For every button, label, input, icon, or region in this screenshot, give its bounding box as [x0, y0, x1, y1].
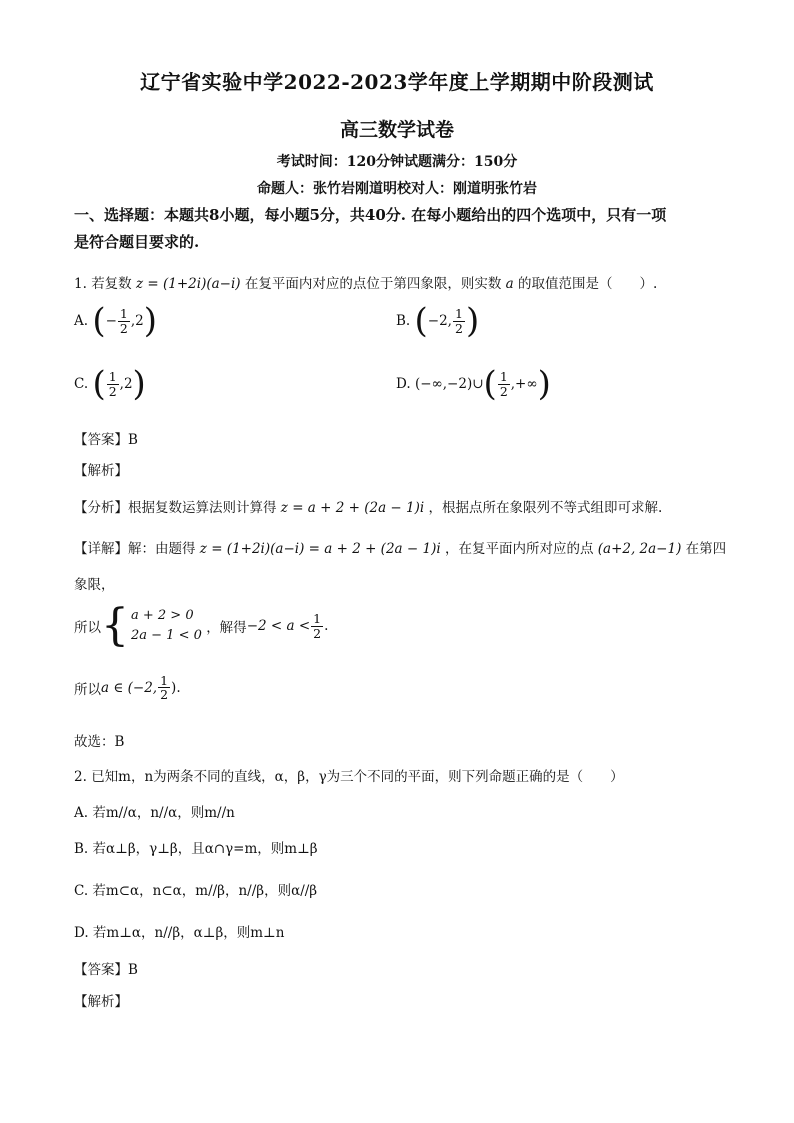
q1-number: 1.: [74, 276, 87, 292]
frac-den: 2: [499, 383, 508, 399]
fenxi-text2: ，根据点所在象限列不等式组即可求解.: [428, 500, 663, 516]
section-heading-line2: 是符合题目要求的.: [74, 233, 200, 251]
q1-stem: [74, 272, 657, 292]
q2-option-d: D. 若m⊥α，n//β，α⊥β，则m⊥n: [74, 925, 285, 941]
answer-label: 【答案】: [74, 432, 128, 448]
option-d-prefix: (−∞,−2)∪: [414, 376, 484, 392]
frac-den: 2: [160, 687, 169, 703]
section-heading-line1: 一、选择题：本题共8小题，每小题5分，共40分. 在每小题给出的四个选项中，只有一项: [74, 206, 667, 224]
q1-option-a: A. ( − $\frac{1}{2}$ ,2 ): [74, 301, 158, 341]
brace-icon: {: [101, 600, 129, 651]
q1-option-b: B. ( −2, $\frac{1}{2}$ ): [396, 301, 480, 341]
option-label: B.: [396, 313, 411, 329]
so1-mid: ，解得: [206, 620, 247, 636]
so2-fraction: [158, 674, 170, 701]
option-d-right: ,+∞: [510, 376, 538, 392]
exam-title: 辽宁省实验中学2022-2023学年度上学期期中阶段测试: [140, 70, 654, 94]
option-label: A.: [74, 313, 89, 329]
option-label: C.: [74, 376, 89, 392]
q2-option-b: B. 若α⊥β，γ⊥β，且α∩γ=m，则m⊥β: [74, 841, 318, 857]
q2-stem: [74, 765, 624, 785]
q2-option-c: C. 若m⊂α，n⊂α，m//β，n//β，则α//β: [74, 883, 318, 899]
option-d-fraction: [498, 370, 510, 397]
detail-point: (a+2, 2a−1): [597, 541, 682, 557]
inequality-system: [131, 606, 202, 646]
so2-expr: a ∈ (−2,: [101, 679, 158, 696]
q1-choice: 故选：B: [74, 734, 125, 750]
q1-detail: [74, 537, 726, 557]
q1-analysis-label: 【解析】: [74, 463, 128, 479]
exam-subtitle: 高三数学试卷: [339, 119, 454, 141]
fenxi-label: 【分析】: [74, 500, 128, 516]
frac-den: 2: [454, 320, 463, 336]
so1-ineq: −2 < a <: [246, 618, 311, 634]
q1-detail-line2: 象限，: [74, 577, 115, 593]
answer-label: 【答案】: [74, 962, 128, 978]
so2-end: ).: [171, 679, 181, 696]
q1-stem-expr: z = (1+2i)(a−i): [135, 276, 241, 292]
detail-label: 【详解】: [74, 541, 128, 557]
q1-range: [74, 674, 181, 701]
detail-text1: 解：由题得: [128, 541, 196, 557]
so2-prefix: 所以: [74, 681, 101, 698]
system-line1: a + 2 > 0: [131, 607, 194, 623]
q1-answer: [74, 428, 138, 448]
frac-num: 1: [108, 369, 117, 385]
so1-fraction: [311, 612, 323, 639]
frac-num: 1: [313, 611, 322, 627]
exam-authors: 命题人：张竹岩刚道明校对人：刚道明张竹岩: [257, 181, 537, 197]
q2-stem-text: 已知m，n为两条不同的直线，α，β，γ为三个不同的平面，则下列命题正确的是（ ）: [91, 769, 624, 785]
option-c-fraction: [107, 370, 119, 397]
fenxi-text1: 根据复数运算法则计算得: [128, 500, 277, 516]
q2-number: 2.: [74, 769, 87, 785]
q1-stem-suffix: 在复平面内对应的点位于第四象限，则实数: [244, 276, 502, 292]
q2-answer: [74, 958, 138, 978]
q1-system: [74, 600, 329, 651]
option-a-left: −: [105, 313, 117, 329]
detail-text2: ，在复平面内所对应的点: [444, 541, 594, 557]
detail-text3: 在第四: [685, 541, 727, 557]
q1-stem-var: a: [505, 276, 514, 292]
frac-num: 1: [160, 673, 169, 688]
q2-option-a: A. 若m//α，n//α，则m//n: [74, 805, 235, 821]
q1-option-d: D. (−∞,−2)∪ ( $\frac{1}{2}$ ,+∞ ): [396, 364, 551, 404]
option-label: D.: [396, 376, 411, 392]
answer-value: B: [128, 432, 138, 448]
q1-stem-end: 的取值范围是（ ）.: [518, 276, 658, 292]
frac-num: 1: [119, 306, 128, 322]
fenxi-expr: z = a + 2 + (2a − 1)i: [280, 500, 425, 516]
frac-num: 1: [454, 306, 463, 322]
option-a-right: ,2: [130, 313, 144, 329]
detail-expr: z = (1+2i)(a−i) = a + 2 + (2a − 1)i: [199, 541, 441, 557]
frac-den: 2: [119, 320, 128, 336]
so1-prefix: 所以: [74, 620, 101, 636]
q2-analysis-label: 【解析】: [74, 994, 128, 1010]
option-b-left: −2,: [427, 313, 452, 329]
q1-fenxi: [74, 496, 662, 516]
exam-info: 考试时间：120分钟试题满分：150分: [276, 154, 518, 170]
answer-value: B: [128, 962, 138, 978]
q1-stem-prefix: 若复数: [91, 276, 132, 292]
so1-end: .: [324, 618, 329, 634]
q1-option-c: C. ( $\frac{1}{2}$ ,2 ): [74, 364, 146, 404]
frac-num: 1: [499, 369, 508, 385]
system-line2: 2a − 1 < 0: [131, 628, 202, 643]
option-b-fraction: [453, 307, 465, 334]
frac-den: 2: [313, 625, 322, 641]
option-c-right: ,2: [119, 376, 133, 392]
option-a-fraction: [118, 307, 130, 334]
frac-den: 2: [108, 383, 117, 399]
